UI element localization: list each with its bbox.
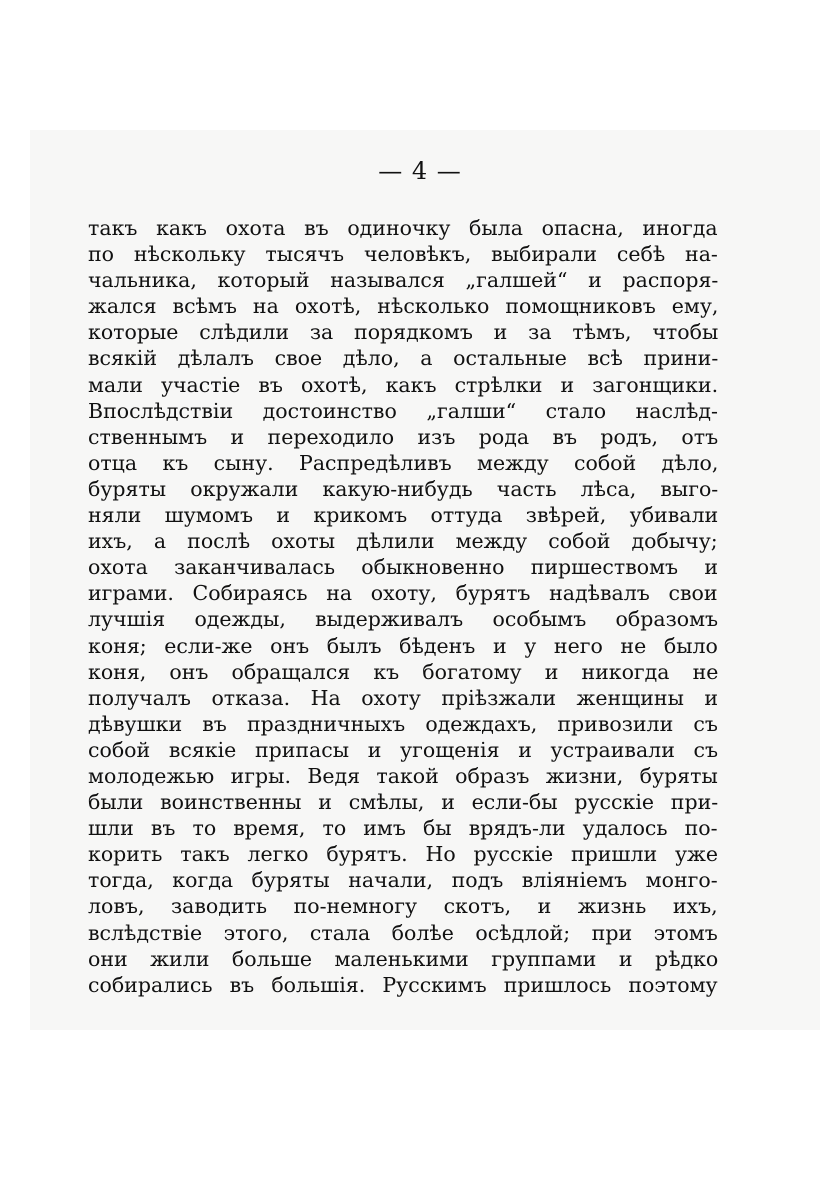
text-line: няли шумомъ и крикомъ оттуда звѣрей, убивали: [88, 503, 719, 528]
text-line: вслѣдствіе этого, стала болѣе осѣдлой; при этомъ: [88, 920, 718, 945]
text-line: коня; если-же онъ былъ бѣденъ и у него не было: [88, 633, 718, 658]
text-line: ственнымъ и переходило изъ рода въ родъ, отъ: [88, 424, 719, 449]
body-text: [88, 215, 718, 998]
text-line: такъ какъ охота въ одиночку была опасна, иногда: [88, 216, 718, 240]
text-line: молодежью игры. Ведя такой образъ жизни, буряты: [88, 763, 718, 788]
text-line: коня, онъ обращался къ богатому и никогда не: [88, 659, 719, 684]
text-line: жался всѣмъ на охотѣ, нѣсколько помощниковъ ему,: [88, 294, 719, 319]
text-line: лучшія одежды, выдерживалъ особымъ образомъ: [88, 607, 719, 632]
text-line: собой всякіе припасы и угощенія и устраивали съ: [88, 737, 719, 762]
page-number: — 4 —: [378, 157, 462, 185]
text-line: корить такъ легко бурятъ. Но русскіе пришли уже: [88, 842, 718, 867]
text-line: ловъ, заводить по-немногу скотъ, и жизнь ихъ,: [88, 894, 718, 919]
text-line: охота заканчивалась обыкновенно пиршествомъ и: [88, 555, 718, 580]
text-line: были воинственны и смѣлы, и если-бы русскіе при-: [88, 790, 719, 815]
text-line: Впослѣдствіи достоинство „галши“ стало наслѣд-: [88, 398, 718, 423]
text-line: мали участіе въ охотѣ, какъ стрѣлки и загонщики.: [88, 372, 719, 397]
text-line: которые слѣдили за порядкомъ и за тѣмъ, чтобы: [88, 320, 719, 345]
text-line: всякій дѣлалъ свое дѣло, а остальные всѣ прини-: [88, 346, 719, 371]
text-line: играми. Собираясь на охоту, бурятъ надѣвалъ свои: [88, 581, 718, 606]
text-line: собирались въ большія. Русскимъ пришлось поэтому: [88, 972, 718, 997]
text-line: получалъ отказа. На охоту пріѣзжали женщины и: [88, 685, 719, 710]
text-line: ихъ, а послѣ охоты дѣлили между собой добычу;: [88, 529, 718, 554]
text-line: шли въ то время, то имъ бы врядъ-ли удалось по-: [88, 816, 718, 841]
text-line: отца къ сыну. Распредѣливъ между собой дѣло,: [88, 450, 719, 475]
text-line: чальника, который назывался „галшей“ и распоря-: [88, 268, 719, 293]
text-line: дѣвушки въ праздничныхъ одеждахъ, привозили съ: [88, 711, 718, 736]
text-line: они жили больше маленькими группами и рѣдко: [88, 946, 719, 971]
text-line: тогда, когда буряты начали, подъ вліяніемъ монго-: [88, 868, 718, 893]
text-line: по нѣскольку тысячъ человѣкъ, выбирали себѣ на-: [88, 242, 718, 267]
text-line: буряты окружали какую-нибудь часть лѣса, выго-: [88, 476, 719, 501]
